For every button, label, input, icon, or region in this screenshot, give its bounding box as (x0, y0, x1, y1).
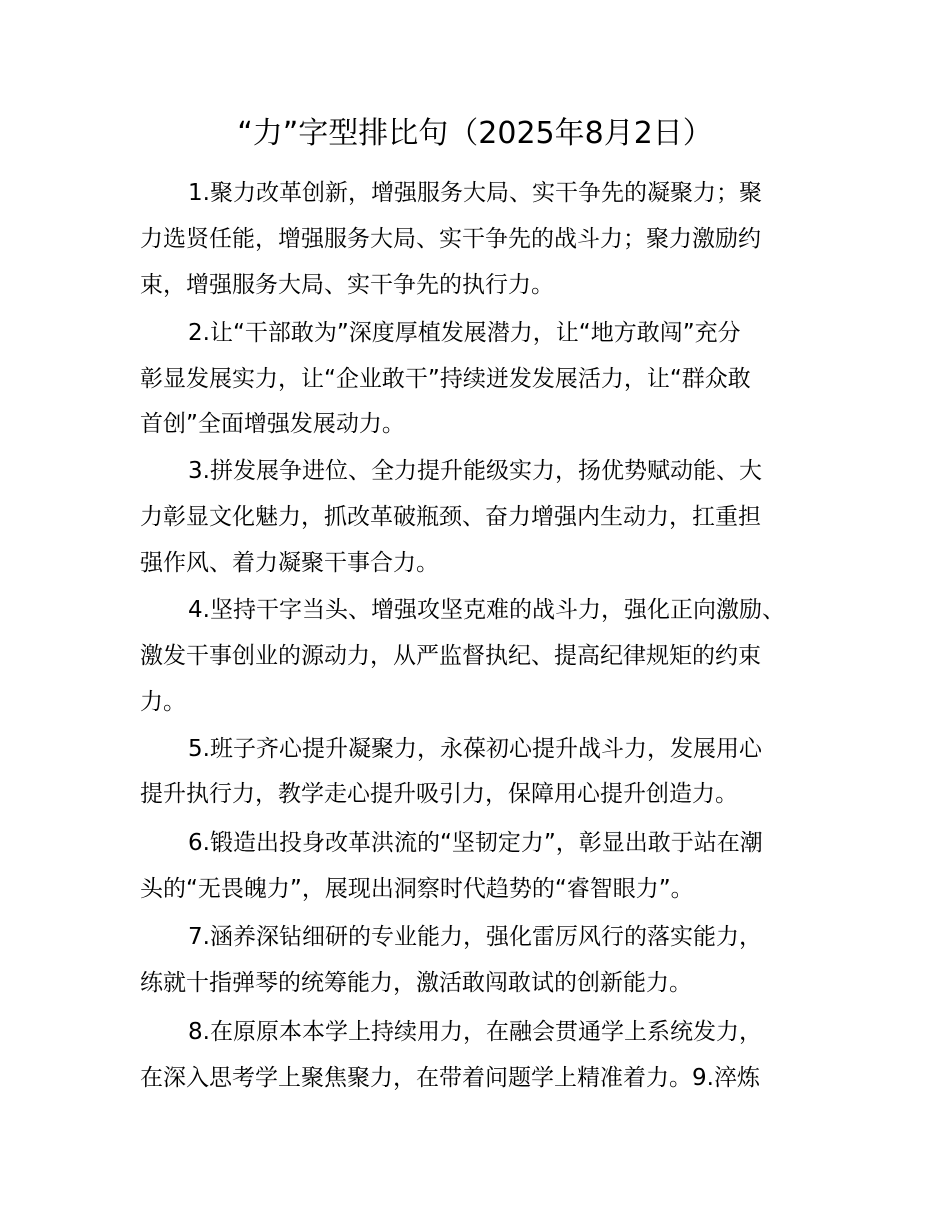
paragraph-7-line-2: 练就十指弹琴的统筹能力，激活敢闯敢试的创新能力。 (140, 970, 692, 996)
paragraph-5-line-1: 5.班子齐心提升凝聚力，永葆初心提升战斗力，发展用心 (188, 736, 762, 762)
paragraph-8-line-1: 8.在原原本本学上持续用力，在融会贯通学上系统发力， (188, 1019, 762, 1045)
paragraph-4-line-2: 激发干事创业的源动力，从严监督执纪、提高纪律规矩的约束 (140, 643, 761, 669)
paragraph-5-line-2: 提升执行力，教学走心提升吸引力，保障用心提升创造力。 (140, 781, 738, 807)
paragraph-2-line-3: 首创”全面增强发展动力。 (140, 411, 405, 437)
paragraph-3-line-1: 3.拼发展争进位、全力提升能级实力，扬优势赋动能、大 (188, 458, 762, 484)
paragraph-7-line-1: 7.涵养深钻细研的专业能力，强化雷厉风行的落实能力， (188, 924, 762, 950)
paragraph-1-line-1: 1.聚力改革创新，增强服务大局、实干争先的凝聚力；聚 (188, 180, 762, 206)
document-title: “力”字型排比句（2025年8月2日） (237, 116, 713, 151)
paragraph-1-line-2: 力选贤任能，增强服务大局、实干争先的战斗力；聚力激励约 (140, 226, 761, 252)
paragraph-1-line-3: 束，增强服务大局、实干争先的执行力。 (140, 272, 554, 298)
paragraph-2-line-1: 2.让“干部敢为”深度厚植发展潜力，让“地方敢闯”充分 (188, 320, 741, 346)
paragraph-3-line-3: 强作风、着力凝聚干事合力。 (140, 550, 439, 576)
paragraph-2-line-2: 彰显发展实力，让“企业敢干”持续迸发发展活力，让“群众敢 (140, 366, 751, 392)
paragraph-6-line-1: 6.锻造出投身改革洪流的“坚韧定力”，彰显出敢于站在潮 (188, 830, 763, 856)
paragraph-4-line-1: 4.坚持干字当头、增强攻坚克难的战斗力，强化正向激励、 (188, 597, 785, 623)
paragraph-6-line-2: 头的“无畏魄力”，展现出洞察时代趋势的“睿智眼力”。 (140, 876, 694, 902)
paragraph-8-line-2: 在深入思考学上聚焦聚力，在带着问题学上精准着力。9.淬炼 (140, 1065, 760, 1091)
paragraph-4-line-3: 力。 (140, 689, 186, 715)
paragraph-3-line-2: 力彰显文化魅力，抓改革破瓶颈、奋力增强内生动力，扛重担 (140, 504, 761, 530)
